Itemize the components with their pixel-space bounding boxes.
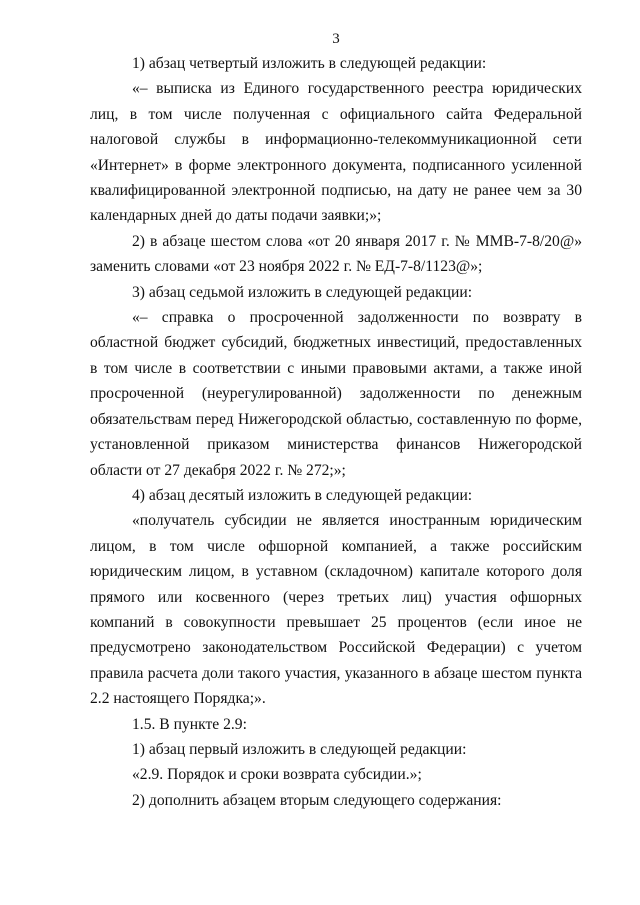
paragraph: 3) абзац седьмой изложить в следующей редакции: xyxy=(132,283,473,301)
paragraph: 1) абзац четвертый изложить в следующей редакции: xyxy=(132,55,487,72)
paragraph: 1.5. В пункте 2.9: xyxy=(132,715,247,733)
paragraph: 2) в абзаце шестом слова «от 20 января 2017 г. № ММВ-7-8/20@» заменить словами «от 23 ноября 2022 г. № ЕД-7-8/1123@»; xyxy=(90,232,582,276)
paragraph: 1) абзац первый изложить в следующей редакции: xyxy=(132,740,467,758)
paragraph: «получатель субсидии не является иностранным юридическим лицом, в том числе офшорной компанией, а также российским юридическим лицом, в уставном (складочном) капитале которого доля прямого или косвенного (через третьих лиц) участия офшорных компаний в совокупности превышает 25 процентов (если иное не предусмотрено законодательством Российской Федерации) с учетом правила расчета доли такого участия, указанного в абзаце шестом пункта 2.2 настоящего Порядка;». xyxy=(90,512,582,708)
paragraph: «2.9. Порядок и сроки возврата субсидии.»; xyxy=(132,766,422,784)
paragraph: 2) дополнить абзацем вторым следующего содержания: xyxy=(132,791,502,809)
page-number: 3 xyxy=(332,31,340,47)
paragraph: «– справка о просроченной задолженности по возврату в областной бюджет субсидий, бюджетных инвестиций, предоставленных в том числе в соответствии с иными правовыми актами, а также иной просроченной (неурегулированной) задолженности по денежным обязательствам перед Нижегородской областью, составленную по форме, установленной приказом министерства финансов Нижегородской области от 27 декабря 2022 г. № 272;»; xyxy=(90,309,582,479)
paragraph: «– выписка из Единого государственного реестра юридических лиц, в том числе полученная с официального сайта Федеральной налоговой службы в информационно-телекоммуникационной сети «Интернет» в форме электронного документа, подписанного усиленной квалифицированной электронной подписью, на дату не ранее чем за 30 календарных дней до даты подачи заявки;»; xyxy=(90,80,582,225)
paragraph: 4) абзац десятый изложить в следующей редакции: xyxy=(132,486,473,504)
